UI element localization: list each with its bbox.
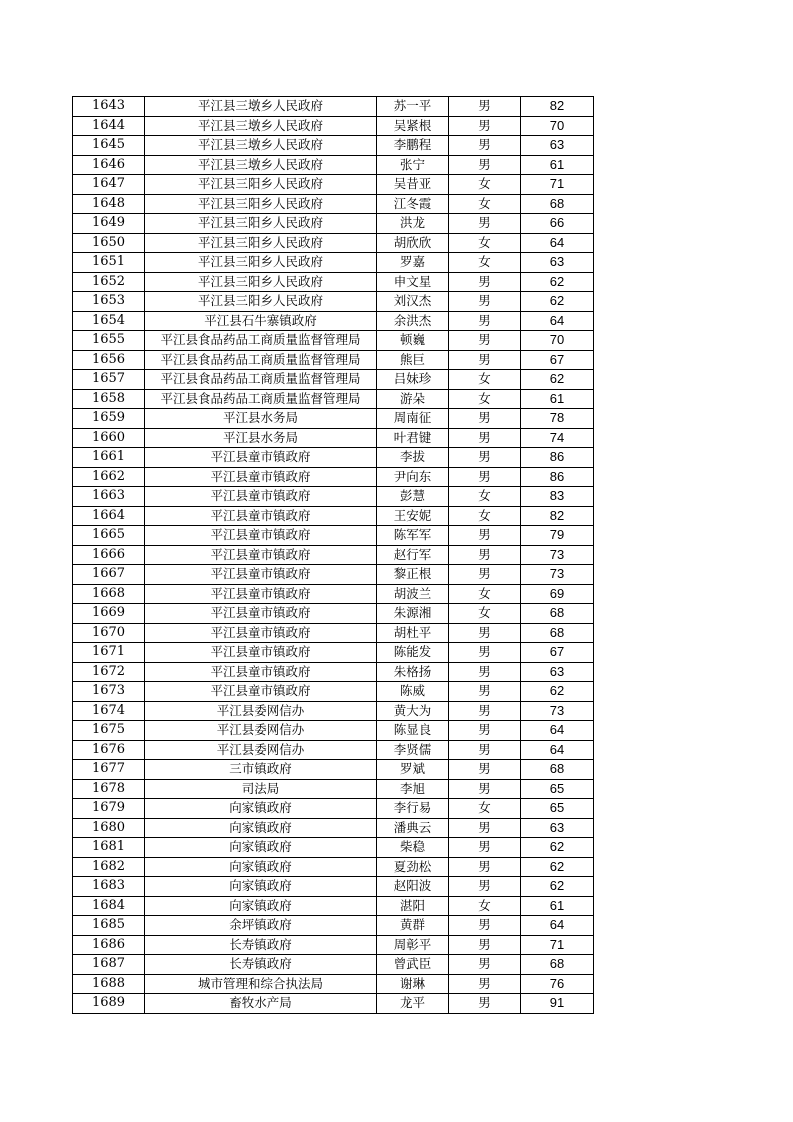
score-cell: 71	[521, 935, 594, 955]
row-id-cell: 1675	[73, 721, 145, 741]
gender-cell: 女	[449, 896, 521, 916]
unit-cell: 向家镇政府	[145, 896, 377, 916]
name-cell: 赵阳波	[377, 877, 449, 897]
name-cell: 柴稳	[377, 838, 449, 858]
gender-cell: 男	[449, 974, 521, 994]
results-table	[72, 96, 594, 1014]
score-cell: 78	[521, 409, 594, 429]
table-row	[73, 409, 594, 429]
gender-cell: 男	[449, 350, 521, 370]
gender-cell: 男	[449, 428, 521, 448]
unit-cell: 平江县童市镇政府	[145, 643, 377, 663]
name-cell: 熊巨	[377, 350, 449, 370]
table-row	[73, 526, 594, 546]
row-id-cell: 1688	[73, 974, 145, 994]
unit-cell: 平江县三阳乡人民政府	[145, 272, 377, 292]
name-cell: 江冬霞	[377, 194, 449, 214]
name-cell: 胡欣欣	[377, 233, 449, 253]
unit-cell: 平江县委网信办	[145, 740, 377, 760]
row-id-cell: 1657	[73, 370, 145, 390]
score-cell: 68	[521, 194, 594, 214]
gender-cell: 女	[449, 233, 521, 253]
name-cell: 李贤儒	[377, 740, 449, 760]
name-cell: 洪龙	[377, 214, 449, 234]
row-id-cell: 1665	[73, 526, 145, 546]
table-row	[73, 428, 594, 448]
name-cell: 尹向东	[377, 467, 449, 487]
name-cell: 朱格扬	[377, 662, 449, 682]
gender-cell: 男	[449, 916, 521, 936]
name-cell: 吴昔亚	[377, 175, 449, 195]
row-id-cell: 1654	[73, 311, 145, 331]
name-cell: 彭慧	[377, 487, 449, 507]
unit-cell: 向家镇政府	[145, 818, 377, 838]
table-row	[73, 389, 594, 409]
row-id-cell: 1671	[73, 643, 145, 663]
row-id-cell: 1679	[73, 799, 145, 819]
unit-cell: 平江县食品药品工商质量监督管理局	[145, 350, 377, 370]
table-row	[73, 662, 594, 682]
row-id-cell: 1684	[73, 896, 145, 916]
gender-cell: 男	[449, 643, 521, 663]
table-row	[73, 272, 594, 292]
score-cell: 73	[521, 701, 594, 721]
table-row	[73, 116, 594, 136]
name-cell: 胡杜平	[377, 623, 449, 643]
table-row	[73, 935, 594, 955]
row-id-cell: 1686	[73, 935, 145, 955]
score-cell: 61	[521, 155, 594, 175]
name-cell: 陈威	[377, 682, 449, 702]
unit-cell: 向家镇政府	[145, 838, 377, 858]
row-id-cell: 1681	[73, 838, 145, 858]
name-cell: 刘汉杰	[377, 292, 449, 312]
unit-cell: 平江县童市镇政府	[145, 506, 377, 526]
row-id-cell: 1670	[73, 623, 145, 643]
unit-cell: 平江县童市镇政府	[145, 487, 377, 507]
unit-cell: 平江县食品药品工商质量监督管理局	[145, 389, 377, 409]
score-cell: 63	[521, 136, 594, 156]
gender-cell: 女	[449, 799, 521, 819]
gender-cell: 男	[449, 662, 521, 682]
score-cell: 64	[521, 721, 594, 741]
row-id-cell: 1653	[73, 292, 145, 312]
row-id-cell: 1664	[73, 506, 145, 526]
table-row	[73, 740, 594, 760]
score-cell: 62	[521, 857, 594, 877]
row-id-cell: 1643	[73, 97, 145, 117]
row-id-cell: 1672	[73, 662, 145, 682]
score-cell: 68	[521, 623, 594, 643]
name-cell: 张宁	[377, 155, 449, 175]
score-cell: 73	[521, 545, 594, 565]
score-cell: 73	[521, 565, 594, 585]
name-cell: 苏一平	[377, 97, 449, 117]
row-id-cell: 1651	[73, 253, 145, 273]
table-row	[73, 799, 594, 819]
name-cell: 陈军军	[377, 526, 449, 546]
name-cell: 赵行军	[377, 545, 449, 565]
score-cell: 61	[521, 389, 594, 409]
row-id-cell: 1649	[73, 214, 145, 234]
row-id-cell: 1660	[73, 428, 145, 448]
name-cell: 胡波兰	[377, 584, 449, 604]
name-cell: 龙平	[377, 994, 449, 1014]
name-cell: 黄大为	[377, 701, 449, 721]
name-cell: 周南征	[377, 409, 449, 429]
unit-cell: 平江县食品药品工商质量监督管理局	[145, 370, 377, 390]
unit-cell: 向家镇政府	[145, 857, 377, 877]
name-cell: 余洪杰	[377, 311, 449, 331]
row-id-cell: 1644	[73, 116, 145, 136]
unit-cell: 平江县三阳乡人民政府	[145, 233, 377, 253]
table-row	[73, 155, 594, 175]
unit-cell: 平江县水务局	[145, 409, 377, 429]
row-id-cell: 1658	[73, 389, 145, 409]
name-cell: 罗嘉	[377, 253, 449, 273]
table-row	[73, 779, 594, 799]
unit-cell: 平江县委网信办	[145, 701, 377, 721]
row-id-cell: 1648	[73, 194, 145, 214]
score-cell: 91	[521, 994, 594, 1014]
unit-cell: 平江县石牛寨镇政府	[145, 311, 377, 331]
name-cell: 周彰平	[377, 935, 449, 955]
unit-cell: 三市镇政府	[145, 760, 377, 780]
score-cell: 83	[521, 487, 594, 507]
unit-cell: 长寿镇政府	[145, 955, 377, 975]
row-id-cell: 1646	[73, 155, 145, 175]
unit-cell: 畜牧水产局	[145, 994, 377, 1014]
row-id-cell: 1669	[73, 604, 145, 624]
table-row	[73, 311, 594, 331]
table-row	[73, 506, 594, 526]
unit-cell: 平江县童市镇政府	[145, 565, 377, 585]
table-row	[73, 974, 594, 994]
unit-cell: 平江县童市镇政府	[145, 467, 377, 487]
unit-cell: 平江县三阳乡人民政府	[145, 214, 377, 234]
name-cell: 李拔	[377, 448, 449, 468]
gender-cell: 男	[449, 467, 521, 487]
gender-cell: 男	[449, 935, 521, 955]
name-cell: 黄群	[377, 916, 449, 936]
table-row	[73, 331, 594, 351]
name-cell: 朱源湘	[377, 604, 449, 624]
row-id-cell: 1685	[73, 916, 145, 936]
row-id-cell: 1673	[73, 682, 145, 702]
table-row	[73, 565, 594, 585]
gender-cell: 男	[449, 818, 521, 838]
row-id-cell: 1674	[73, 701, 145, 721]
table-row	[73, 682, 594, 702]
unit-cell: 平江县童市镇政府	[145, 682, 377, 702]
row-id-cell: 1645	[73, 136, 145, 156]
gender-cell: 男	[449, 214, 521, 234]
score-cell: 82	[521, 97, 594, 117]
table-row	[73, 916, 594, 936]
unit-cell: 平江县三阳乡人民政府	[145, 292, 377, 312]
row-id-cell: 1662	[73, 467, 145, 487]
score-cell: 74	[521, 428, 594, 448]
gender-cell: 男	[449, 857, 521, 877]
gender-cell: 女	[449, 175, 521, 195]
unit-cell: 平江县委网信办	[145, 721, 377, 741]
name-cell: 潘典云	[377, 818, 449, 838]
gender-cell: 女	[449, 604, 521, 624]
unit-cell: 平江县童市镇政府	[145, 448, 377, 468]
name-cell: 顿巍	[377, 331, 449, 351]
table-row	[73, 877, 594, 897]
gender-cell: 女	[449, 370, 521, 390]
score-cell: 67	[521, 643, 594, 663]
score-cell: 62	[521, 877, 594, 897]
table-row	[73, 233, 594, 253]
table-row	[73, 701, 594, 721]
name-cell: 叶君键	[377, 428, 449, 448]
score-cell: 86	[521, 467, 594, 487]
gender-cell: 男	[449, 448, 521, 468]
unit-cell: 平江县水务局	[145, 428, 377, 448]
score-cell: 67	[521, 350, 594, 370]
table-row	[73, 292, 594, 312]
gender-cell: 男	[449, 877, 521, 897]
name-cell: 李行易	[377, 799, 449, 819]
score-cell: 64	[521, 740, 594, 760]
unit-cell: 向家镇政府	[145, 877, 377, 897]
score-cell: 70	[521, 331, 594, 351]
name-cell: 吕妹珍	[377, 370, 449, 390]
score-cell: 68	[521, 760, 594, 780]
score-cell: 62	[521, 272, 594, 292]
gender-cell: 男	[449, 760, 521, 780]
row-id-cell: 1655	[73, 331, 145, 351]
table-row	[73, 487, 594, 507]
gender-cell: 男	[449, 116, 521, 136]
row-id-cell: 1680	[73, 818, 145, 838]
score-cell: 64	[521, 916, 594, 936]
unit-cell: 平江县童市镇政府	[145, 526, 377, 546]
table-row	[73, 818, 594, 838]
row-id-cell: 1652	[73, 272, 145, 292]
gender-cell: 女	[449, 506, 521, 526]
name-cell: 游朵	[377, 389, 449, 409]
table-row	[73, 604, 594, 624]
score-cell: 86	[521, 448, 594, 468]
name-cell: 罗斌	[377, 760, 449, 780]
name-cell: 申文星	[377, 272, 449, 292]
gender-cell: 男	[449, 136, 521, 156]
score-cell: 71	[521, 175, 594, 195]
gender-cell: 男	[449, 623, 521, 643]
table-row	[73, 994, 594, 1014]
unit-cell: 平江县童市镇政府	[145, 623, 377, 643]
table-row	[73, 643, 594, 663]
table-row	[73, 584, 594, 604]
score-cell: 76	[521, 974, 594, 994]
unit-cell: 长寿镇政府	[145, 935, 377, 955]
row-id-cell: 1667	[73, 565, 145, 585]
unit-cell: 平江县三墩乡人民政府	[145, 97, 377, 117]
name-cell: 陈能发	[377, 643, 449, 663]
score-cell: 61	[521, 896, 594, 916]
table-row	[73, 136, 594, 156]
row-id-cell: 1659	[73, 409, 145, 429]
table-row	[73, 448, 594, 468]
score-cell: 65	[521, 799, 594, 819]
name-cell: 陈显良	[377, 721, 449, 741]
table-row	[73, 97, 594, 117]
gender-cell: 男	[449, 565, 521, 585]
table-row	[73, 896, 594, 916]
name-cell: 湛阳	[377, 896, 449, 916]
score-cell: 62	[521, 682, 594, 702]
gender-cell: 女	[449, 487, 521, 507]
table-row	[73, 721, 594, 741]
unit-cell: 平江县童市镇政府	[145, 584, 377, 604]
name-cell: 谢琳	[377, 974, 449, 994]
gender-cell: 男	[449, 701, 521, 721]
gender-cell: 男	[449, 409, 521, 429]
table-row	[73, 214, 594, 234]
table-row	[73, 838, 594, 858]
score-cell: 82	[521, 506, 594, 526]
score-cell: 63	[521, 662, 594, 682]
table-row	[73, 370, 594, 390]
score-cell: 63	[521, 818, 594, 838]
unit-cell: 向家镇政府	[145, 799, 377, 819]
unit-cell: 平江县三墩乡人民政府	[145, 136, 377, 156]
score-cell: 79	[521, 526, 594, 546]
gender-cell: 男	[449, 272, 521, 292]
row-id-cell: 1687	[73, 955, 145, 975]
name-cell: 夏劲松	[377, 857, 449, 877]
gender-cell: 女	[449, 389, 521, 409]
gender-cell: 男	[449, 682, 521, 702]
gender-cell: 男	[449, 526, 521, 546]
table-row	[73, 545, 594, 565]
unit-cell: 司法局	[145, 779, 377, 799]
table-row	[73, 467, 594, 487]
table-row	[73, 350, 594, 370]
score-cell: 62	[521, 370, 594, 390]
row-id-cell: 1661	[73, 448, 145, 468]
unit-cell: 平江县三阳乡人民政府	[145, 175, 377, 195]
name-cell: 黎正根	[377, 565, 449, 585]
gender-cell: 男	[449, 311, 521, 331]
gender-cell: 女	[449, 584, 521, 604]
gender-cell: 男	[449, 292, 521, 312]
gender-cell: 男	[449, 994, 521, 1014]
unit-cell: 平江县童市镇政府	[145, 604, 377, 624]
row-id-cell: 1663	[73, 487, 145, 507]
name-cell: 王安妮	[377, 506, 449, 526]
row-id-cell: 1650	[73, 233, 145, 253]
table-row	[73, 623, 594, 643]
unit-cell: 平江县三阳乡人民政府	[145, 194, 377, 214]
row-id-cell: 1656	[73, 350, 145, 370]
gender-cell: 男	[449, 955, 521, 975]
unit-cell: 平江县三墩乡人民政府	[145, 155, 377, 175]
gender-cell: 男	[449, 779, 521, 799]
score-cell: 68	[521, 604, 594, 624]
row-id-cell: 1668	[73, 584, 145, 604]
table-row	[73, 253, 594, 273]
gender-cell: 女	[449, 194, 521, 214]
score-cell: 68	[521, 955, 594, 975]
gender-cell: 女	[449, 253, 521, 273]
unit-cell: 平江县童市镇政府	[145, 545, 377, 565]
score-cell: 62	[521, 292, 594, 312]
name-cell: 曾武臣	[377, 955, 449, 975]
gender-cell: 男	[449, 545, 521, 565]
row-id-cell: 1676	[73, 740, 145, 760]
row-id-cell: 1689	[73, 994, 145, 1014]
row-id-cell: 1677	[73, 760, 145, 780]
results-table-body	[73, 97, 594, 1014]
score-cell: 65	[521, 779, 594, 799]
gender-cell: 男	[449, 721, 521, 741]
score-cell: 63	[521, 253, 594, 273]
gender-cell: 男	[449, 331, 521, 351]
row-id-cell: 1682	[73, 857, 145, 877]
score-cell: 69	[521, 584, 594, 604]
score-cell: 64	[521, 311, 594, 331]
gender-cell: 男	[449, 155, 521, 175]
score-cell: 62	[521, 838, 594, 858]
table-row	[73, 955, 594, 975]
unit-cell: 平江县童市镇政府	[145, 662, 377, 682]
table-row	[73, 760, 594, 780]
gender-cell: 男	[449, 97, 521, 117]
row-id-cell: 1666	[73, 545, 145, 565]
table-row	[73, 194, 594, 214]
unit-cell: 平江县食品药品工商质量监督管理局	[145, 331, 377, 351]
score-cell: 70	[521, 116, 594, 136]
name-cell: 吴紧根	[377, 116, 449, 136]
row-id-cell: 1683	[73, 877, 145, 897]
gender-cell: 男	[449, 838, 521, 858]
unit-cell: 余坪镇政府	[145, 916, 377, 936]
score-cell: 64	[521, 233, 594, 253]
unit-cell: 城市管理和综合执法局	[145, 974, 377, 994]
table-row	[73, 857, 594, 877]
unit-cell: 平江县三墩乡人民政府	[145, 116, 377, 136]
unit-cell: 平江县三阳乡人民政府	[145, 253, 377, 273]
row-id-cell: 1678	[73, 779, 145, 799]
name-cell: 李旭	[377, 779, 449, 799]
table-row	[73, 175, 594, 195]
gender-cell: 男	[449, 740, 521, 760]
row-id-cell: 1647	[73, 175, 145, 195]
score-cell: 66	[521, 214, 594, 234]
name-cell: 李鹏程	[377, 136, 449, 156]
